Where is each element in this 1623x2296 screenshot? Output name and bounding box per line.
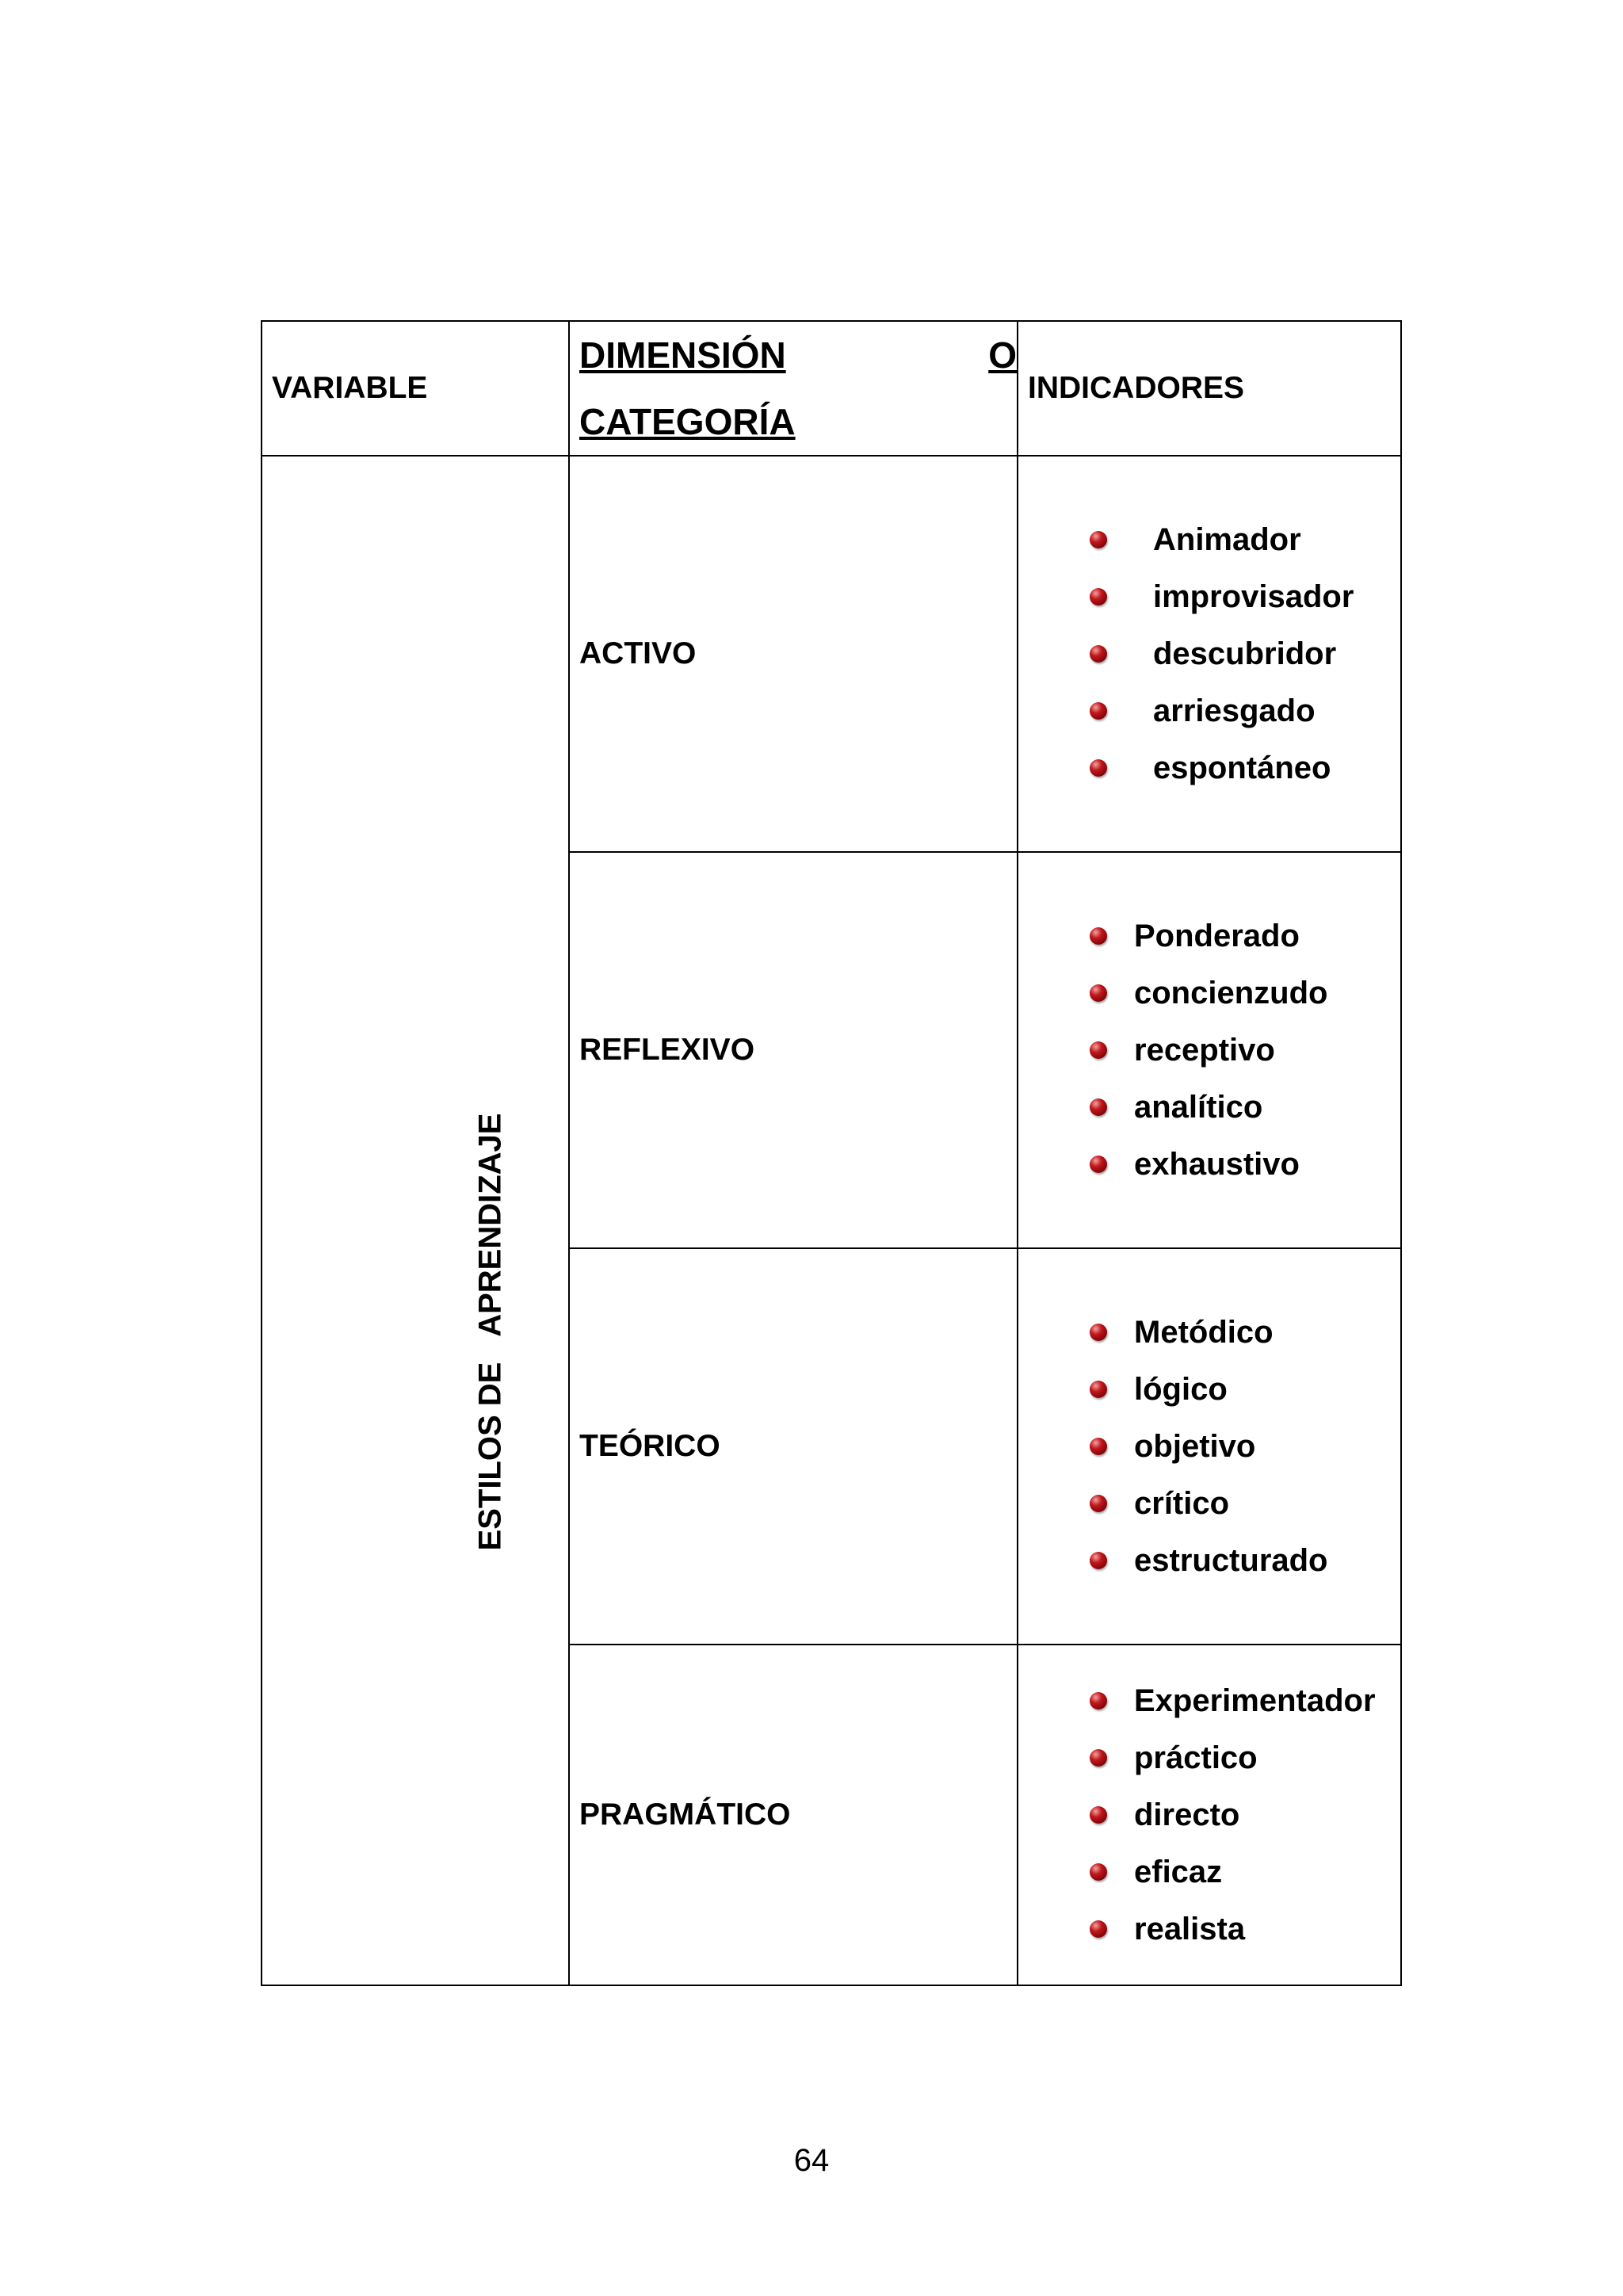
indicator-text: espontáneo [1153,750,1331,785]
red-sphere-bullet-icon [1090,1156,1107,1173]
red-sphere-bullet-icon [1090,531,1107,548]
indicator-text: directo [1134,1797,1240,1832]
indicator-item [1090,907,1400,965]
header-dimension-line1 [579,322,1017,388]
red-sphere-bullet-icon [1090,759,1107,777]
indicator-item [1090,1304,1400,1361]
red-sphere-bullet-icon [1090,1749,1107,1767]
table-body [262,456,1401,1985]
indicator-list [1028,1672,1400,1958]
red-sphere-bullet-icon [1090,645,1107,663]
red-sphere-bullet-icon [1090,1495,1107,1512]
indicator-text: estructurado [1134,1542,1328,1578]
red-sphere-bullet-icon [1090,1381,1107,1398]
header-indicators: INDICADORES [1028,371,1245,405]
indicator-item [1090,1901,1400,1958]
indicators-cell [1018,1645,1401,1985]
indicator-text: Metódico [1134,1314,1274,1350]
red-sphere-bullet-icon [1090,984,1107,1002]
header-indicators-cell [1018,321,1401,456]
category-cell [569,1645,1018,1985]
indicator-text: Ponderado [1134,918,1300,953]
indicator-text: práctico [1134,1740,1258,1775]
indicator-text: concienzudo [1134,975,1328,1010]
indicator-item [1090,1843,1400,1901]
indicator-item [1090,739,1400,797]
indicator-item [1090,1475,1400,1532]
indicator-item [1090,1361,1400,1418]
indicator-text: lógico [1134,1371,1228,1407]
category-label: PRAGMÁTICO [579,1797,791,1832]
indicator-list [1028,1304,1400,1589]
indicator-text: objetivo [1134,1428,1256,1464]
indicator-list [1028,511,1400,797]
indicator-text: receptivo [1134,1032,1275,1068]
header-category-word: CATEGORÍA [579,401,796,442]
red-sphere-bullet-icon [1090,1552,1107,1569]
indicator-item [1090,682,1400,739]
red-sphere-bullet-icon [1090,1806,1107,1824]
category-label: TEÓRICO [579,1429,720,1463]
indicator-text: analítico [1134,1089,1263,1125]
red-sphere-bullet-icon [1090,1920,1107,1938]
red-sphere-bullet-icon [1090,927,1107,945]
indicator-text: exhaustivo [1134,1146,1300,1182]
indicator-text: improvisador [1153,579,1354,614]
indicators-cell [1018,852,1401,1248]
page-number: 64 [793,2143,830,2178]
red-sphere-bullet-icon [1090,1692,1107,1710]
indicators-cell [1018,456,1401,852]
indicator-text: Animador [1153,521,1301,557]
indicator-item [1090,568,1400,625]
red-sphere-bullet-icon [1090,1863,1107,1881]
indicators-cell [1018,1248,1401,1645]
variable-value: ESTILOS DE APRENDIZAJE [472,1113,508,1550]
category-cell [569,852,1018,1248]
indicator-item [1090,1022,1400,1079]
header-variable-cell [262,321,569,456]
indicator-item [1090,1786,1400,1843]
category-label: REFLEXIVO [579,1033,755,1067]
red-sphere-bullet-icon [1090,1098,1107,1116]
red-sphere-bullet-icon [1090,702,1107,720]
indicator-text: crítico [1134,1485,1230,1521]
red-sphere-bullet-icon [1090,1041,1107,1059]
indicator-text: arriesgado [1153,693,1316,728]
category-cell [569,456,1018,852]
indicator-list [1028,907,1400,1193]
table-header-row [262,321,1401,456]
indicator-text: descubridor [1153,636,1337,671]
indicator-item [1090,625,1400,682]
indicator-text: realista [1134,1911,1246,1946]
category-cell [569,1248,1018,1645]
header-variable: VARIABLE [272,371,428,405]
table-row [262,456,1401,852]
category-label: ACTIVO [579,636,697,670]
indicator-text: Experimentador [1134,1683,1376,1718]
indicator-item [1090,1729,1400,1786]
red-sphere-bullet-icon [1090,1324,1107,1341]
variable-cell [262,456,569,1985]
indicator-item [1090,1079,1400,1136]
indicator-item [1090,1418,1400,1475]
red-sphere-bullet-icon [1090,1438,1107,1455]
indicator-item [1090,1136,1400,1193]
indicator-item [1090,511,1400,568]
header-dimension-cell [569,321,1018,456]
indicator-item [1090,1672,1400,1729]
learning-styles-table [261,320,1402,1986]
indicator-item [1090,965,1400,1022]
red-sphere-bullet-icon [1090,588,1107,606]
header-dimension-o: O [988,334,1017,376]
indicator-item [1090,1532,1400,1589]
header-dimension-word: DIMENSIÓN [579,334,786,376]
indicator-text: eficaz [1134,1854,1223,1889]
